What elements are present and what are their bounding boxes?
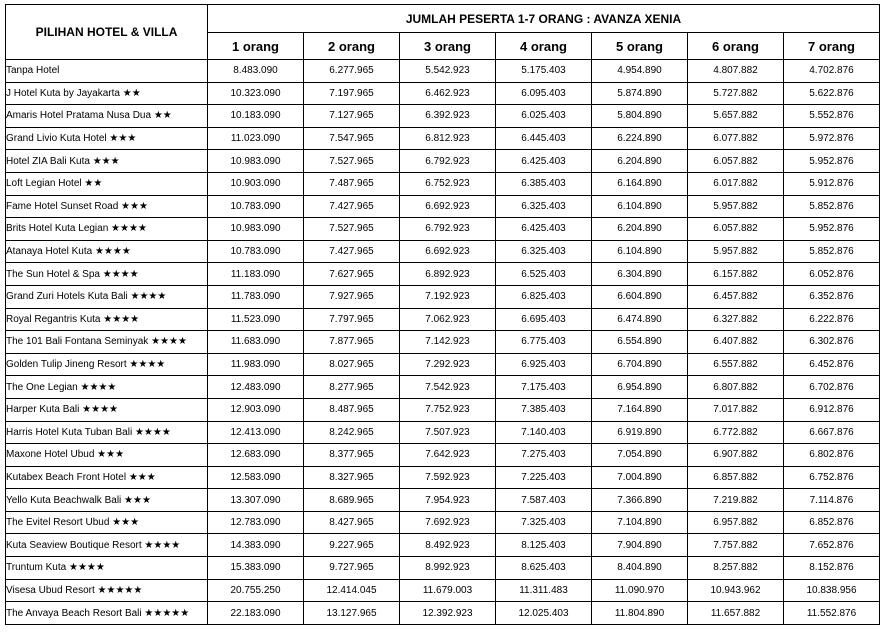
price-cell: 10.983.090 bbox=[208, 150, 304, 173]
price-cell: 6.017.882 bbox=[688, 172, 784, 195]
column-header: 7 orang bbox=[784, 33, 880, 60]
price-cell: 10.903.090 bbox=[208, 172, 304, 195]
price-cell: 9.727.965 bbox=[304, 557, 400, 580]
table-row bbox=[6, 466, 880, 489]
hotel-name-cell: Visesa Ubud Resort ★★★★★ bbox=[6, 579, 208, 602]
price-cell: 6.392.923 bbox=[400, 105, 496, 128]
price-cell: 7.692.923 bbox=[400, 511, 496, 534]
price-cell: 8.492.923 bbox=[400, 534, 496, 557]
table-row bbox=[6, 444, 880, 467]
price-cell: 6.204.890 bbox=[592, 218, 688, 241]
hotel-name-cell: Brits Hotel Kuta Legian ★★★★ bbox=[6, 218, 208, 241]
price-cell: 7.527.965 bbox=[304, 150, 400, 173]
price-cell: 6.752.923 bbox=[400, 172, 496, 195]
price-cell: 7.104.890 bbox=[592, 511, 688, 534]
price-cell: 6.157.882 bbox=[688, 263, 784, 286]
price-cell: 5.957.882 bbox=[688, 195, 784, 218]
price-cell: 7.904.890 bbox=[592, 534, 688, 557]
price-cell: 12.583.090 bbox=[208, 466, 304, 489]
column-header: 1 orang bbox=[208, 33, 304, 60]
price-cell: 6.557.882 bbox=[688, 353, 784, 376]
price-cell: 6.057.882 bbox=[688, 150, 784, 173]
table-row bbox=[6, 353, 880, 376]
price-cell: 6.445.403 bbox=[496, 127, 592, 150]
table-body bbox=[6, 60, 880, 625]
price-cell: 6.792.923 bbox=[400, 218, 496, 241]
price-cell: 10.783.090 bbox=[208, 240, 304, 263]
price-cell: 6.907.882 bbox=[688, 444, 784, 467]
price-cell: 10.783.090 bbox=[208, 195, 304, 218]
price-cell: 7.225.403 bbox=[496, 466, 592, 489]
hotel-name-cell: Harris Hotel Kuta Tuban Bali ★★★★ bbox=[6, 421, 208, 444]
price-cell: 7.954.923 bbox=[400, 489, 496, 512]
price-cell: 11.311.483 bbox=[496, 579, 592, 602]
hotel-name-cell: Harper Kuta Bali ★★★★ bbox=[6, 398, 208, 421]
price-cell: 6.352.876 bbox=[784, 285, 880, 308]
price-cell: 7.797.965 bbox=[304, 308, 400, 331]
price-cell: 6.957.882 bbox=[688, 511, 784, 534]
price-cell: 7.275.403 bbox=[496, 444, 592, 467]
hotel-name-cell: Golden Tulip Jineng Resort ★★★★ bbox=[6, 353, 208, 376]
price-cell: 6.692.923 bbox=[400, 240, 496, 263]
price-cell: 7.004.890 bbox=[592, 466, 688, 489]
price-cell: 12.392.923 bbox=[400, 602, 496, 625]
hotel-column-header: PILIHAN HOTEL & VILLA bbox=[6, 5, 208, 60]
price-cell: 7.219.882 bbox=[688, 489, 784, 512]
hotel-name-cell: J Hotel Kuta by Jayakarta ★★ bbox=[6, 82, 208, 105]
price-cell: 6.057.882 bbox=[688, 218, 784, 241]
price-table bbox=[5, 4, 880, 625]
price-cell: 7.642.923 bbox=[400, 444, 496, 467]
price-cell: 7.527.965 bbox=[304, 218, 400, 241]
price-cell: 4.807.882 bbox=[688, 60, 784, 83]
participants-group-header: JUMLAH PESERTA 1-7 ORANG : AVANZA XENIA bbox=[208, 5, 880, 33]
price-cell: 6.554.890 bbox=[592, 331, 688, 354]
price-cell: 8.277.965 bbox=[304, 376, 400, 399]
price-cell: 9.227.965 bbox=[304, 534, 400, 557]
price-cell: 11.090.970 bbox=[592, 579, 688, 602]
hotel-name-cell: Loft Legian Hotel ★★ bbox=[6, 172, 208, 195]
price-cell: 6.325.403 bbox=[496, 240, 592, 263]
column-header: 3 orang bbox=[400, 33, 496, 60]
hotel-name-cell: The Sun Hotel & Spa ★★★★ bbox=[6, 263, 208, 286]
table-row bbox=[6, 240, 880, 263]
price-cell: 15.383.090 bbox=[208, 557, 304, 580]
price-cell: 6.224.890 bbox=[592, 127, 688, 150]
price-cell: 11.657.882 bbox=[688, 602, 784, 625]
price-cell: 7.114.876 bbox=[784, 489, 880, 512]
table-row bbox=[6, 105, 880, 128]
price-cell: 7.325.403 bbox=[496, 511, 592, 534]
price-cell: 6.474.890 bbox=[592, 308, 688, 331]
price-cell: 6.825.403 bbox=[496, 285, 592, 308]
table-row bbox=[6, 285, 880, 308]
price-cell: 7.197.965 bbox=[304, 82, 400, 105]
price-cell: 7.592.923 bbox=[400, 466, 496, 489]
price-cell: 11.023.090 bbox=[208, 127, 304, 150]
column-header: 2 orang bbox=[304, 33, 400, 60]
price-cell: 6.452.876 bbox=[784, 353, 880, 376]
price-cell: 6.304.890 bbox=[592, 263, 688, 286]
price-cell: 7.627.965 bbox=[304, 263, 400, 286]
hotel-name-cell: Royal Regantris Kuta ★★★★ bbox=[6, 308, 208, 331]
price-cell: 20.755.250 bbox=[208, 579, 304, 602]
price-cell: 6.802.876 bbox=[784, 444, 880, 467]
price-cell: 7.017.882 bbox=[688, 398, 784, 421]
price-cell: 6.604.890 bbox=[592, 285, 688, 308]
price-cell: 7.142.923 bbox=[400, 331, 496, 354]
price-cell: 8.152.876 bbox=[784, 557, 880, 580]
table-row bbox=[6, 308, 880, 331]
price-cell: 12.683.090 bbox=[208, 444, 304, 467]
hotel-name-cell: The Anvaya Beach Resort Bali ★★★★★ bbox=[6, 602, 208, 625]
price-cell: 7.385.403 bbox=[496, 398, 592, 421]
hotel-name-cell: Tanpa Hotel bbox=[6, 60, 208, 83]
price-cell: 10.943.962 bbox=[688, 579, 784, 602]
price-cell: 6.222.876 bbox=[784, 308, 880, 331]
price-cell: 6.104.890 bbox=[592, 240, 688, 263]
table-row bbox=[6, 60, 880, 83]
price-cell: 7.054.890 bbox=[592, 444, 688, 467]
price-cell: 6.327.882 bbox=[688, 308, 784, 331]
price-cell: 5.804.890 bbox=[592, 105, 688, 128]
price-cell: 5.542.923 bbox=[400, 60, 496, 83]
price-cell: 7.366.890 bbox=[592, 489, 688, 512]
price-cell: 5.972.876 bbox=[784, 127, 880, 150]
price-cell: 5.912.876 bbox=[784, 172, 880, 195]
price-cell: 6.104.890 bbox=[592, 195, 688, 218]
price-cell: 6.164.890 bbox=[592, 172, 688, 195]
price-cell: 5.957.882 bbox=[688, 240, 784, 263]
price-cell: 6.812.923 bbox=[400, 127, 496, 150]
table-row bbox=[6, 489, 880, 512]
price-cell: 7.927.965 bbox=[304, 285, 400, 308]
hotel-name-cell: The Evitel Resort Ubud ★★★ bbox=[6, 511, 208, 534]
table-row bbox=[6, 398, 880, 421]
price-cell: 12.783.090 bbox=[208, 511, 304, 534]
price-cell: 12.414.045 bbox=[304, 579, 400, 602]
price-cell: 4.954.890 bbox=[592, 60, 688, 83]
hotel-name-cell: Fame Hotel Sunset Road ★★★ bbox=[6, 195, 208, 218]
price-cell: 6.077.882 bbox=[688, 127, 784, 150]
hotel-name-cell: Kutabex Beach Front Hotel ★★★ bbox=[6, 466, 208, 489]
price-cell: 7.757.882 bbox=[688, 534, 784, 557]
price-cell: 6.692.923 bbox=[400, 195, 496, 218]
price-cell: 14.383.090 bbox=[208, 534, 304, 557]
price-cell: 10.183.090 bbox=[208, 105, 304, 128]
price-cell: 8.992.923 bbox=[400, 557, 496, 580]
table-row bbox=[6, 218, 880, 241]
price-cell: 7.587.403 bbox=[496, 489, 592, 512]
price-cell: 11.983.090 bbox=[208, 353, 304, 376]
price-cell: 5.874.890 bbox=[592, 82, 688, 105]
price-cell: 6.407.882 bbox=[688, 331, 784, 354]
price-cell: 7.175.403 bbox=[496, 376, 592, 399]
price-cell: 5.552.876 bbox=[784, 105, 880, 128]
price-cell: 5.622.876 bbox=[784, 82, 880, 105]
price-cell: 11.552.876 bbox=[784, 602, 880, 625]
price-cell: 10.323.090 bbox=[208, 82, 304, 105]
price-cell: 7.877.965 bbox=[304, 331, 400, 354]
price-cell: 7.752.923 bbox=[400, 398, 496, 421]
price-cell: 22.183.090 bbox=[208, 602, 304, 625]
hotel-name-cell: The One Legian ★★★★ bbox=[6, 376, 208, 399]
price-cell: 6.052.876 bbox=[784, 263, 880, 286]
price-cell: 8.327.965 bbox=[304, 466, 400, 489]
price-cell: 6.204.890 bbox=[592, 150, 688, 173]
price-cell: 8.027.965 bbox=[304, 353, 400, 376]
table-row bbox=[6, 172, 880, 195]
hotel-name-cell: Grand Zuri Hotels Kuta Bali ★★★★ bbox=[6, 285, 208, 308]
price-cell: 6.954.890 bbox=[592, 376, 688, 399]
price-cell: 11.183.090 bbox=[208, 263, 304, 286]
table-row bbox=[6, 195, 880, 218]
table-row bbox=[6, 421, 880, 444]
price-cell: 6.912.876 bbox=[784, 398, 880, 421]
price-cell: 13.307.090 bbox=[208, 489, 304, 512]
price-cell: 6.752.876 bbox=[784, 466, 880, 489]
price-cell: 4.702.876 bbox=[784, 60, 880, 83]
table-row bbox=[6, 602, 880, 625]
price-cell: 6.892.923 bbox=[400, 263, 496, 286]
price-cell: 5.727.882 bbox=[688, 82, 784, 105]
price-cell: 6.857.882 bbox=[688, 466, 784, 489]
price-cell: 8.689.965 bbox=[304, 489, 400, 512]
hotel-name-cell: Hotel ZIA Bali Kuta ★★★ bbox=[6, 150, 208, 173]
price-cell: 7.164.890 bbox=[592, 398, 688, 421]
price-cell: 11.679.003 bbox=[400, 579, 496, 602]
price-cell: 7.140.403 bbox=[496, 421, 592, 444]
price-cell: 8.404.890 bbox=[592, 557, 688, 580]
price-cell: 11.783.090 bbox=[208, 285, 304, 308]
price-cell: 6.667.876 bbox=[784, 421, 880, 444]
table-row bbox=[6, 82, 880, 105]
price-cell: 6.095.403 bbox=[496, 82, 592, 105]
price-cell: 7.427.965 bbox=[304, 240, 400, 263]
column-header: 6 orang bbox=[688, 33, 784, 60]
price-cell: 7.542.923 bbox=[400, 376, 496, 399]
hotel-name-cell: Grand Livio Kuta Hotel ★★★ bbox=[6, 127, 208, 150]
column-header: 4 orang bbox=[496, 33, 592, 60]
price-cell: 7.507.923 bbox=[400, 421, 496, 444]
price-cell: 6.792.923 bbox=[400, 150, 496, 173]
price-cell: 6.025.403 bbox=[496, 105, 592, 128]
price-cell: 7.652.876 bbox=[784, 534, 880, 557]
price-cell: 6.325.403 bbox=[496, 195, 592, 218]
table-row bbox=[6, 376, 880, 399]
price-cell: 8.125.403 bbox=[496, 534, 592, 557]
price-cell: 5.852.876 bbox=[784, 240, 880, 263]
price-cell: 11.683.090 bbox=[208, 331, 304, 354]
table-row bbox=[6, 127, 880, 150]
price-cell: 6.425.403 bbox=[496, 218, 592, 241]
price-cell: 6.277.965 bbox=[304, 60, 400, 83]
price-cell: 7.062.923 bbox=[400, 308, 496, 331]
price-cell: 10.983.090 bbox=[208, 218, 304, 241]
price-cell: 6.457.882 bbox=[688, 285, 784, 308]
table-row bbox=[6, 557, 880, 580]
price-cell: 12.483.090 bbox=[208, 376, 304, 399]
hotel-name-cell: Amaris Hotel Pratama Nusa Dua ★★ bbox=[6, 105, 208, 128]
hotel-name-cell: Yello Kuta Beachwalk Bali ★★★ bbox=[6, 489, 208, 512]
table-row bbox=[6, 150, 880, 173]
price-cell: 12.903.090 bbox=[208, 398, 304, 421]
hotel-name-cell: The 101 Bali Fontana Seminyak ★★★★ bbox=[6, 331, 208, 354]
price-cell: 7.192.923 bbox=[400, 285, 496, 308]
price-cell: 11.804.890 bbox=[592, 602, 688, 625]
price-cell: 7.427.965 bbox=[304, 195, 400, 218]
price-cell: 5.175.403 bbox=[496, 60, 592, 83]
price-cell: 11.523.090 bbox=[208, 308, 304, 331]
price-cell: 12.025.403 bbox=[496, 602, 592, 625]
price-cell: 5.952.876 bbox=[784, 150, 880, 173]
price-cell: 7.547.965 bbox=[304, 127, 400, 150]
hotel-name-cell: Truntum Kuta ★★★★ bbox=[6, 557, 208, 580]
price-cell: 5.952.876 bbox=[784, 218, 880, 241]
table-row bbox=[6, 511, 880, 534]
price-cell: 6.925.403 bbox=[496, 353, 592, 376]
price-cell: 7.487.965 bbox=[304, 172, 400, 195]
price-cell: 6.302.876 bbox=[784, 331, 880, 354]
price-cell: 6.919.890 bbox=[592, 421, 688, 444]
price-cell: 13.127.965 bbox=[304, 602, 400, 625]
price-cell: 6.772.882 bbox=[688, 421, 784, 444]
price-cell: 6.807.882 bbox=[688, 376, 784, 399]
price-cell: 6.525.403 bbox=[496, 263, 592, 286]
price-cell: 5.657.882 bbox=[688, 105, 784, 128]
table-row bbox=[6, 534, 880, 557]
price-cell: 8.483.090 bbox=[208, 60, 304, 83]
price-cell: 6.852.876 bbox=[784, 511, 880, 534]
price-cell: 8.242.965 bbox=[304, 421, 400, 444]
price-cell: 8.377.965 bbox=[304, 444, 400, 467]
price-cell: 5.852.876 bbox=[784, 195, 880, 218]
price-cell: 6.385.403 bbox=[496, 172, 592, 195]
hotel-name-cell: Atanaya Hotel Kuta ★★★★ bbox=[6, 240, 208, 263]
price-cell: 6.702.876 bbox=[784, 376, 880, 399]
price-cell: 7.292.923 bbox=[400, 353, 496, 376]
price-cell: 7.127.965 bbox=[304, 105, 400, 128]
column-header: 5 orang bbox=[592, 33, 688, 60]
price-cell: 6.704.890 bbox=[592, 353, 688, 376]
price-cell: 10.838.956 bbox=[784, 579, 880, 602]
price-cell: 12.413.090 bbox=[208, 421, 304, 444]
hotel-name-cell: Maxone Hotel Ubud ★★★ bbox=[6, 444, 208, 467]
price-cell: 8.625.403 bbox=[496, 557, 592, 580]
table-row bbox=[6, 331, 880, 354]
price-cell: 8.487.965 bbox=[304, 398, 400, 421]
hotel-name-cell: Kuta Seaview Boutique Resort ★★★★ bbox=[6, 534, 208, 557]
price-cell: 6.462.923 bbox=[400, 82, 496, 105]
price-cell: 6.695.403 bbox=[496, 308, 592, 331]
price-cell: 6.425.403 bbox=[496, 150, 592, 173]
price-cell: 6.775.403 bbox=[496, 331, 592, 354]
table-row bbox=[6, 263, 880, 286]
price-cell: 8.427.965 bbox=[304, 511, 400, 534]
table-row bbox=[6, 579, 880, 602]
price-cell: 8.257.882 bbox=[688, 557, 784, 580]
